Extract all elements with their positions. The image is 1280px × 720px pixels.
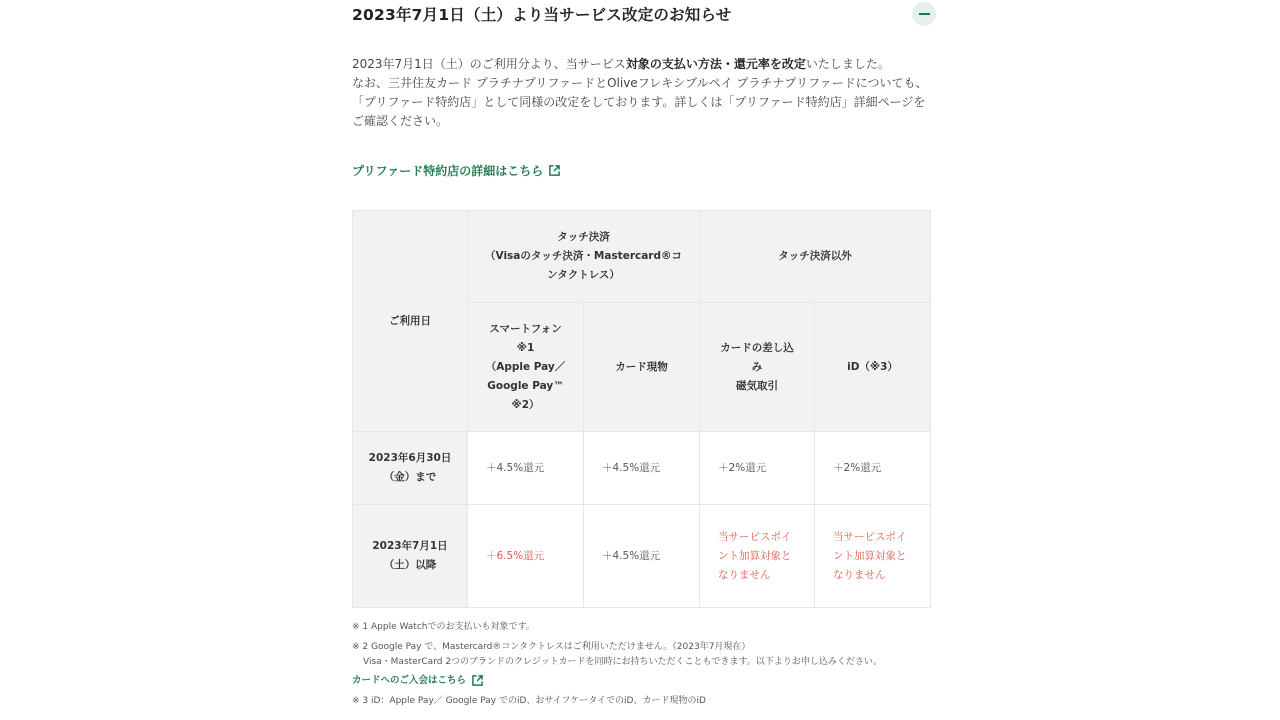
header-touch-line-3: ンタクトレス） <box>547 269 620 281</box>
notice-title: 2023年7月1日（土）より当サービス改定のお知らせ <box>352 6 732 24</box>
subheader-insert-magnetic <box>700 303 815 432</box>
footnote-2-detail: Visa・MasterCard 2つのブランドのクレジットカードを同時にお持ちいただくこともできます。以下よりお申し込みください。 <box>363 657 882 667</box>
subheader-smartphone <box>468 303 584 432</box>
cell-id-line-3: なりません <box>833 568 886 581</box>
cell-id: ＋2%還元 <box>815 432 931 505</box>
insert-line-3: 磁気取引 <box>736 379 779 392</box>
preferred-store-detail-link[interactable] <box>352 162 560 179</box>
cell-id-line-1: 当サービスポイ <box>833 530 907 543</box>
notice-section <box>352 0 932 706</box>
smartphone-line-3: （Apple Pay／ <box>485 360 566 373</box>
row-date-line-2: （金）まで <box>383 471 437 483</box>
footnote-2: ※ 2 Google Pay で、Mastercard®コンタクトレスはご利用いただけません。（2023年7月現在） <box>352 642 751 652</box>
footnote-1: ※ 1 Apple Watchでのお支払いも対象です。 <box>352 622 535 632</box>
external-link-icon <box>549 165 560 176</box>
row-date-line-1: 2023年6月30日 <box>368 452 452 464</box>
table-row <box>353 505 931 608</box>
header-touch-line-1: タッチ決済 <box>557 231 610 243</box>
cell-insert <box>700 505 815 608</box>
footnote-3: ※ 3 iD：Apple Pay／ Google Pay でのiD、おサイフケータイでのiD、カード現物のiD <box>352 696 706 706</box>
smartphone-line-5: ※2） <box>511 398 540 411</box>
cell-id-line-2: ント加算対象と <box>833 549 907 562</box>
row-date <box>353 505 468 608</box>
smartphone-line-2: ※1 <box>516 341 535 354</box>
cell-insert-line-1: 当サービスポイ <box>718 530 792 543</box>
body-line-1-post: いたしました。 <box>805 57 890 71</box>
notice-header[interactable] <box>352 0 932 30</box>
footnotes <box>352 620 882 709</box>
header-usage-date: ご利用日 <box>353 211 468 432</box>
subheader-card: カード現物 <box>584 303 700 432</box>
rates-table <box>352 210 931 608</box>
cell-insert-line-3: なりません <box>718 568 771 581</box>
cell-insert: ＋2%還元 <box>700 432 815 505</box>
cell-smartphone: ＋6.5%還元 <box>468 505 584 608</box>
detail-link-label: プリファード特約店の詳細はこちら <box>352 164 544 178</box>
table-row <box>353 432 931 505</box>
subheader-id: iD（※3） <box>815 303 931 432</box>
cell-smartphone: ＋4.5%還元 <box>468 432 584 505</box>
body-line-1-pre: 2023年7月1日（土）のご利用分より、当サービス <box>352 57 626 71</box>
card-application-link[interactable] <box>352 673 882 688</box>
cell-card: ＋4.5%還元 <box>584 505 700 608</box>
body-line-2: なお、三井住友カード プラチナプリファードとOliveフレキシブルペイ プラチナプリファードについても、 <box>352 76 928 90</box>
smartphone-line-4: Google Pay™ <box>487 379 564 392</box>
collapse-button[interactable] <box>912 2 936 26</box>
card-link-label: カードへのご入会はこちら <box>352 675 467 686</box>
minus-icon <box>919 13 930 15</box>
notice-body <box>352 55 927 131</box>
insert-line-1: カードの差し込 <box>720 341 794 354</box>
body-line-1-bold: 対象の支払い方法・還元率を改定 <box>625 57 806 71</box>
smartphone-line-1: スマートフォン <box>489 322 562 335</box>
body-line-1 <box>352 55 927 74</box>
insert-line-2: み <box>751 360 763 373</box>
row-date-line-1: 2023年7月1日 <box>372 540 448 552</box>
header-touch-line-2: （Visaのタッチ決済・Mastercard®コ <box>485 250 682 262</box>
header-touch-payment <box>468 211 700 303</box>
row-date <box>353 432 468 505</box>
row-date-line-2: （土）以降 <box>383 559 437 571</box>
body-line-4: ご確認ください。 <box>352 114 449 128</box>
header-non-touch: タッチ決済以外 <box>700 211 931 303</box>
cell-card: ＋4.5%還元 <box>584 432 700 505</box>
cell-id <box>815 505 931 608</box>
external-link-icon <box>472 675 483 686</box>
cell-insert-line-2: ント加算対象と <box>718 549 792 562</box>
body-line-3: 「プリファード特約店」として同様の改定をしております。詳しくは「プリファード特約店」詳細ページを <box>352 95 926 109</box>
